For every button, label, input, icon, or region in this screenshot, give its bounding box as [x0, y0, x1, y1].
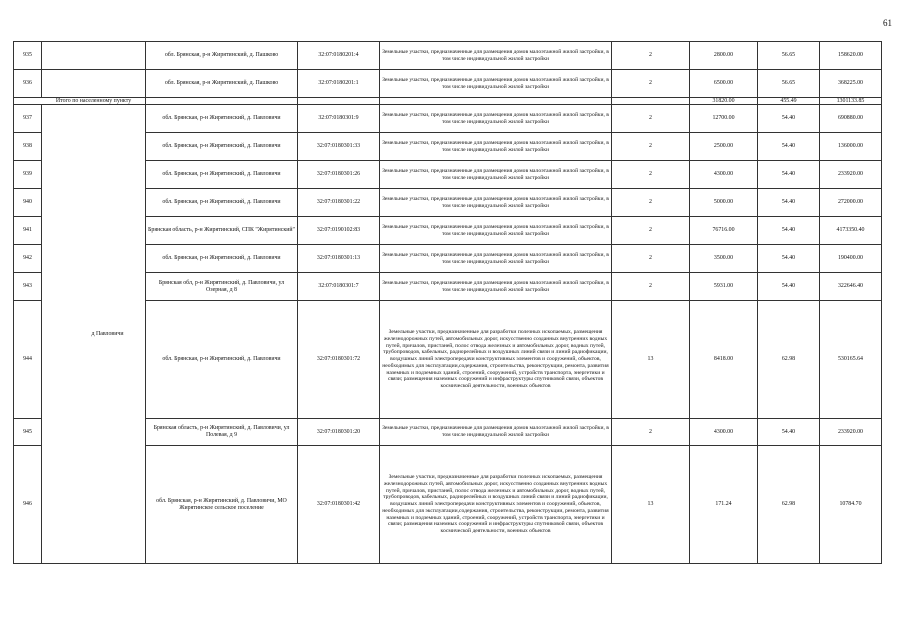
- area-cell: 3500.00: [690, 245, 758, 273]
- use-code-cell: 2: [612, 273, 690, 301]
- address-cell: обл. Брянская, р-н Жирятинский, д. Павловичи: [146, 301, 298, 419]
- use-code-cell: 13: [612, 446, 690, 564]
- row-number: 945: [14, 419, 42, 446]
- locality-cell: [42, 42, 146, 70]
- land-use-cell: Земельные участки, предназначенные для размещения домов малоэтажной жилой застройки, в том числе индивидуальной жилой застройки: [380, 70, 612, 98]
- address-cell: обл. Брянская, р-н Жирятинский, д. Павловичи: [146, 105, 298, 133]
- use-code-cell: 2: [612, 419, 690, 446]
- rate-cell: 62.98: [758, 446, 820, 564]
- address-cell: обл. Брянская, р-н Жирятинский, д. Павловичи: [146, 161, 298, 189]
- row-number: 942: [14, 245, 42, 273]
- row-number: 943: [14, 273, 42, 301]
- address-cell: обл. Брянская, р-н Жирятинский, д. Павловичи: [146, 189, 298, 217]
- cadastral-number-cell: 32:07:0180301:72: [298, 301, 380, 419]
- empty-cell: [298, 98, 380, 105]
- cadastral-value-cell: 136000.00: [820, 133, 882, 161]
- locality-cell: [42, 70, 146, 98]
- cadastral-value-cell: 690880.00: [820, 105, 882, 133]
- cadastral-number-cell: 32:07:0190102:83: [298, 217, 380, 245]
- row-number: 940: [14, 189, 42, 217]
- rate-cell: 54.40: [758, 161, 820, 189]
- cadastral-value-cell: 368225.00: [820, 70, 882, 98]
- cadastral-value-cell: 233920.00: [820, 161, 882, 189]
- cadastral-number-cell: 32:07:0180301:9: [298, 105, 380, 133]
- cadastral-value-cell: 272000.00: [820, 189, 882, 217]
- rate-cell: 54.40: [758, 105, 820, 133]
- empty-cell: [380, 98, 612, 105]
- locality-label: [42, 105, 146, 564]
- use-code-cell: 2: [612, 105, 690, 133]
- address-cell: обл. Брянская, р-н Жирятинский, д. Павловичи: [146, 133, 298, 161]
- cadastral-number-cell: 32:07:0180201:1: [298, 70, 380, 98]
- cadastral-number-cell: 32:07:0180201:4: [298, 42, 380, 70]
- subtotal-area: 31820.00: [690, 98, 758, 105]
- subtotal-row: [14, 98, 882, 105]
- use-code-cell: 2: [612, 217, 690, 245]
- land-use-cell: Земельные участки, предназначенные для размещения домов малоэтажной жилой застройки, в том числе индивидуальной жилой застройки: [380, 189, 612, 217]
- land-use-cell: Земельные участки, предназначенные для размещения домов малоэтажной жилой застройки, в том числе индивидуальной жилой застройки: [380, 161, 612, 189]
- area-cell: 5000.00: [690, 189, 758, 217]
- use-code-cell: 2: [612, 189, 690, 217]
- cadastral-number-cell: 32:07:0180301:20: [298, 419, 380, 446]
- rate-cell: 54.40: [758, 189, 820, 217]
- cadastral-number-cell: 32:07:0180301:33: [298, 133, 380, 161]
- locality-name: д Павловичи: [91, 330, 124, 337]
- table-row: [14, 70, 882, 98]
- rate-cell: 54.40: [758, 419, 820, 446]
- address-cell: Брянская область, р-н Жирятинский, д. Павловичи, ул Полевая, д 9: [146, 419, 298, 446]
- cadastral-value-cell: 530165.64: [820, 301, 882, 419]
- land-use-cell: Земельные участки, предназначенные для размещения домов малоэтажной жилой застройки, в том числе индивидуальной жилой застройки: [380, 217, 612, 245]
- use-code-cell: 2: [612, 245, 690, 273]
- cadastral-number-cell: 32:07:0180301:22: [298, 189, 380, 217]
- row-number: 935: [14, 42, 42, 70]
- rate-cell: 54.40: [758, 273, 820, 301]
- land-use-cell: Земельные участки, предназначенные для размещения домов малоэтажной жилой застройки, в том числе индивидуальной жилой застройки: [380, 245, 612, 273]
- cadastral-value-cell: 158620.00: [820, 42, 882, 70]
- address-cell: обл. Брянская, р-н Жирятинский, д. Пашково: [146, 42, 298, 70]
- rate-cell: 54.40: [758, 133, 820, 161]
- area-cell: 171.24: [690, 446, 758, 564]
- address-cell: Брянская область, р-н Жирятинский, СПК "Жирятинский": [146, 217, 298, 245]
- address-cell: обл. Брянская, р-н Жирятинский, д. Павловичи: [146, 245, 298, 273]
- cadastral-value-cell: 10784.70: [820, 446, 882, 564]
- subtotal-value: 1301133.85: [820, 98, 882, 105]
- cadastral-number-cell: 32:07:0180301:13: [298, 245, 380, 273]
- row-number: 937: [14, 105, 42, 133]
- cadastral-number-cell: 32:07:0180301:7: [298, 273, 380, 301]
- area-cell: 76716.00: [690, 217, 758, 245]
- land-use-cell: Земельные участки, предназначенные для разработки полезных ископаемых, размещения железнодорожных путей, автомобильных дорог, искусственно созданных внутренних водных путей, причалов, пристаней, полос отвода железных и автомобильных дорог, водных путей, трубопроводов, кабельных, радиорелейных и воздушных линий связи и линий радиофикации, воздушных линий электропередачи конструктивных элементов и сооружений, объектов, необходимых для эксплуатации,содержания, строительства, реконструкции, ремонта, развития наземных и подземных зданий, строений, сооружений, устройств транспорта, энергетики и связи; размещения наземных сооружений и инфраструктуры спутниковой связи, объектов космической деятельности, военных объектов: [380, 446, 612, 564]
- table-row: [14, 105, 882, 133]
- area-cell: 6500.00: [690, 70, 758, 98]
- cadastral-value-cell: 190400.00: [820, 245, 882, 273]
- rate-cell: 54.40: [758, 245, 820, 273]
- subtotal-label: Итого по населенному пункту: [14, 98, 146, 105]
- area-cell: 8418.00: [690, 301, 758, 419]
- area-cell: 2500.00: [690, 133, 758, 161]
- land-use-cell: Земельные участки, предназначенные для размещения домов малоэтажной жилой застройки, в том числе индивидуальной жилой застройки: [380, 273, 612, 301]
- row-number: 941: [14, 217, 42, 245]
- area-cell: 2800.00: [690, 42, 758, 70]
- area-cell: 5931.00: [690, 273, 758, 301]
- empty-cell: [146, 98, 298, 105]
- address-cell: обл. Брянская, р-н Жирятинский, д. Павловичи, МО Жирятинское сельское поселение: [146, 446, 298, 564]
- cadastral-value-cell: 4173350.40: [820, 217, 882, 245]
- rate-cell: 56.65: [758, 42, 820, 70]
- cadastral-number-cell: 32:07:0180301:26: [298, 161, 380, 189]
- rate-cell: 54.40: [758, 217, 820, 245]
- cadastral-value-cell: 322646.40: [820, 273, 882, 301]
- page-number: 61: [883, 18, 892, 28]
- land-use-cell: Земельные участки, предназначенные для размещения домов малоэтажной жилой застройки, в том числе индивидуальной жилой застройки: [380, 42, 612, 70]
- land-use-cell: Земельные участки, предназначенные для размещения домов малоэтажной жилой застройки, в том числе индивидуальной жилой застройки: [380, 133, 612, 161]
- rate-cell: 56.65: [758, 70, 820, 98]
- land-use-cell: Земельные участки, предназначенные для разработки полезных ископаемых, размещения железнодорожных путей, автомобильных дорог, искусственно созданных внутренних водных путей, причалов, пристаней, полос отвода железных и автомобильных дорог, водных путей, трубопроводов, кабельных, радиорелейных и воздушных линий связи и линий радиофикации, воздушных линий электропередачи конструктивных элементов и сооружений, объектов, необходимых для эксплуатации,содержания, строительства, реконструкции, ремонта, развития наземных и подземных зданий, строений, сооружений, устройств транспорта, энергетики и связи; размещения наземных сооружений и инфраструктуры спутниковой связи, объектов космической деятельности, военных объектов: [380, 301, 612, 419]
- address-cell: обл. Брянская, р-н Жирятинский, д. Пашково: [146, 70, 298, 98]
- row-number: 946: [14, 446, 42, 564]
- table-row: [14, 42, 882, 70]
- row-number: 944: [14, 301, 42, 419]
- address-cell: Брянская обл, р-н Жирятинский, д. Павловичи, ул Озерная, д 8: [146, 273, 298, 301]
- use-code-cell: 2: [612, 161, 690, 189]
- area-cell: 4300.00: [690, 161, 758, 189]
- use-code-cell: 13: [612, 301, 690, 419]
- use-code-cell: 2: [612, 133, 690, 161]
- row-number: 938: [14, 133, 42, 161]
- use-code-cell: 2: [612, 42, 690, 70]
- cadastral-value-cell: 233920.00: [820, 419, 882, 446]
- cadastral-value-table: [13, 41, 882, 564]
- area-cell: 12700.00: [690, 105, 758, 133]
- area-cell: 4300.00: [690, 419, 758, 446]
- land-use-cell: Земельные участки, предназначенные для размещения домов малоэтажной жилой застройки, в том числе индивидуальной жилой застройки: [380, 105, 612, 133]
- row-number: 936: [14, 70, 42, 98]
- land-use-cell: Земельные участки, предназначенные для размещения домов малоэтажной жилой застройки, в том числе индивидуальной жилой застройки: [380, 419, 612, 446]
- empty-cell: [612, 98, 690, 105]
- cadastral-number-cell: 32:07:0180301:42: [298, 446, 380, 564]
- subtotal-rate: 455.49: [758, 98, 820, 105]
- rate-cell: 62.98: [758, 301, 820, 419]
- use-code-cell: 2: [612, 70, 690, 98]
- row-number: 939: [14, 161, 42, 189]
